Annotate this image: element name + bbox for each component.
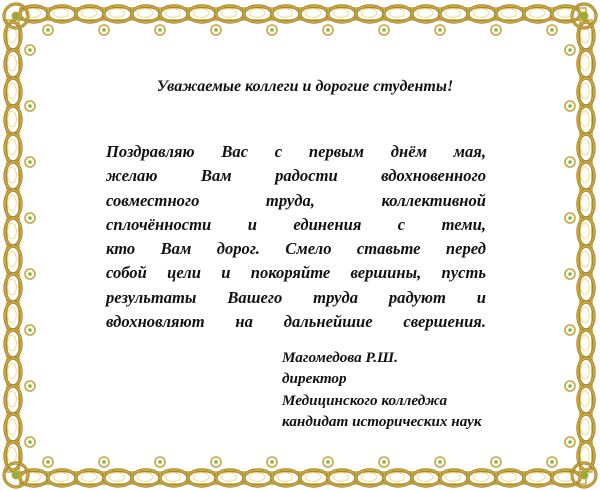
signature-degree: кандидат исторических наук (282, 412, 482, 430)
message-line: Поздравляю Вас с первым днём мая, (106, 142, 486, 161)
signature-organization: Медицинского колледжа (282, 391, 448, 409)
signature-position: директор (282, 370, 347, 388)
message-line: кто Вам дорог. Смело ставьте перед (106, 239, 486, 259)
message-line: результаты Вашего труда радуют и (106, 287, 486, 307)
signature-block (282, 347, 482, 432)
message-line: совместного труда, коллективной (106, 190, 486, 210)
message-line: сплочённости и единения с теми, (106, 214, 486, 234)
greeting-heading: Уважаемые коллеги и дорогие студенты! (156, 78, 454, 95)
message-line: собой цели и покоряйте вершины, пусть (106, 263, 486, 283)
message-body (106, 140, 486, 334)
message-line: желаю Вам радости вдохновенного (106, 166, 486, 186)
message-line: вдохновляют на дальнейшие свершения. (106, 312, 486, 332)
signature-name: Магомедова Р.Ш. (282, 349, 398, 366)
